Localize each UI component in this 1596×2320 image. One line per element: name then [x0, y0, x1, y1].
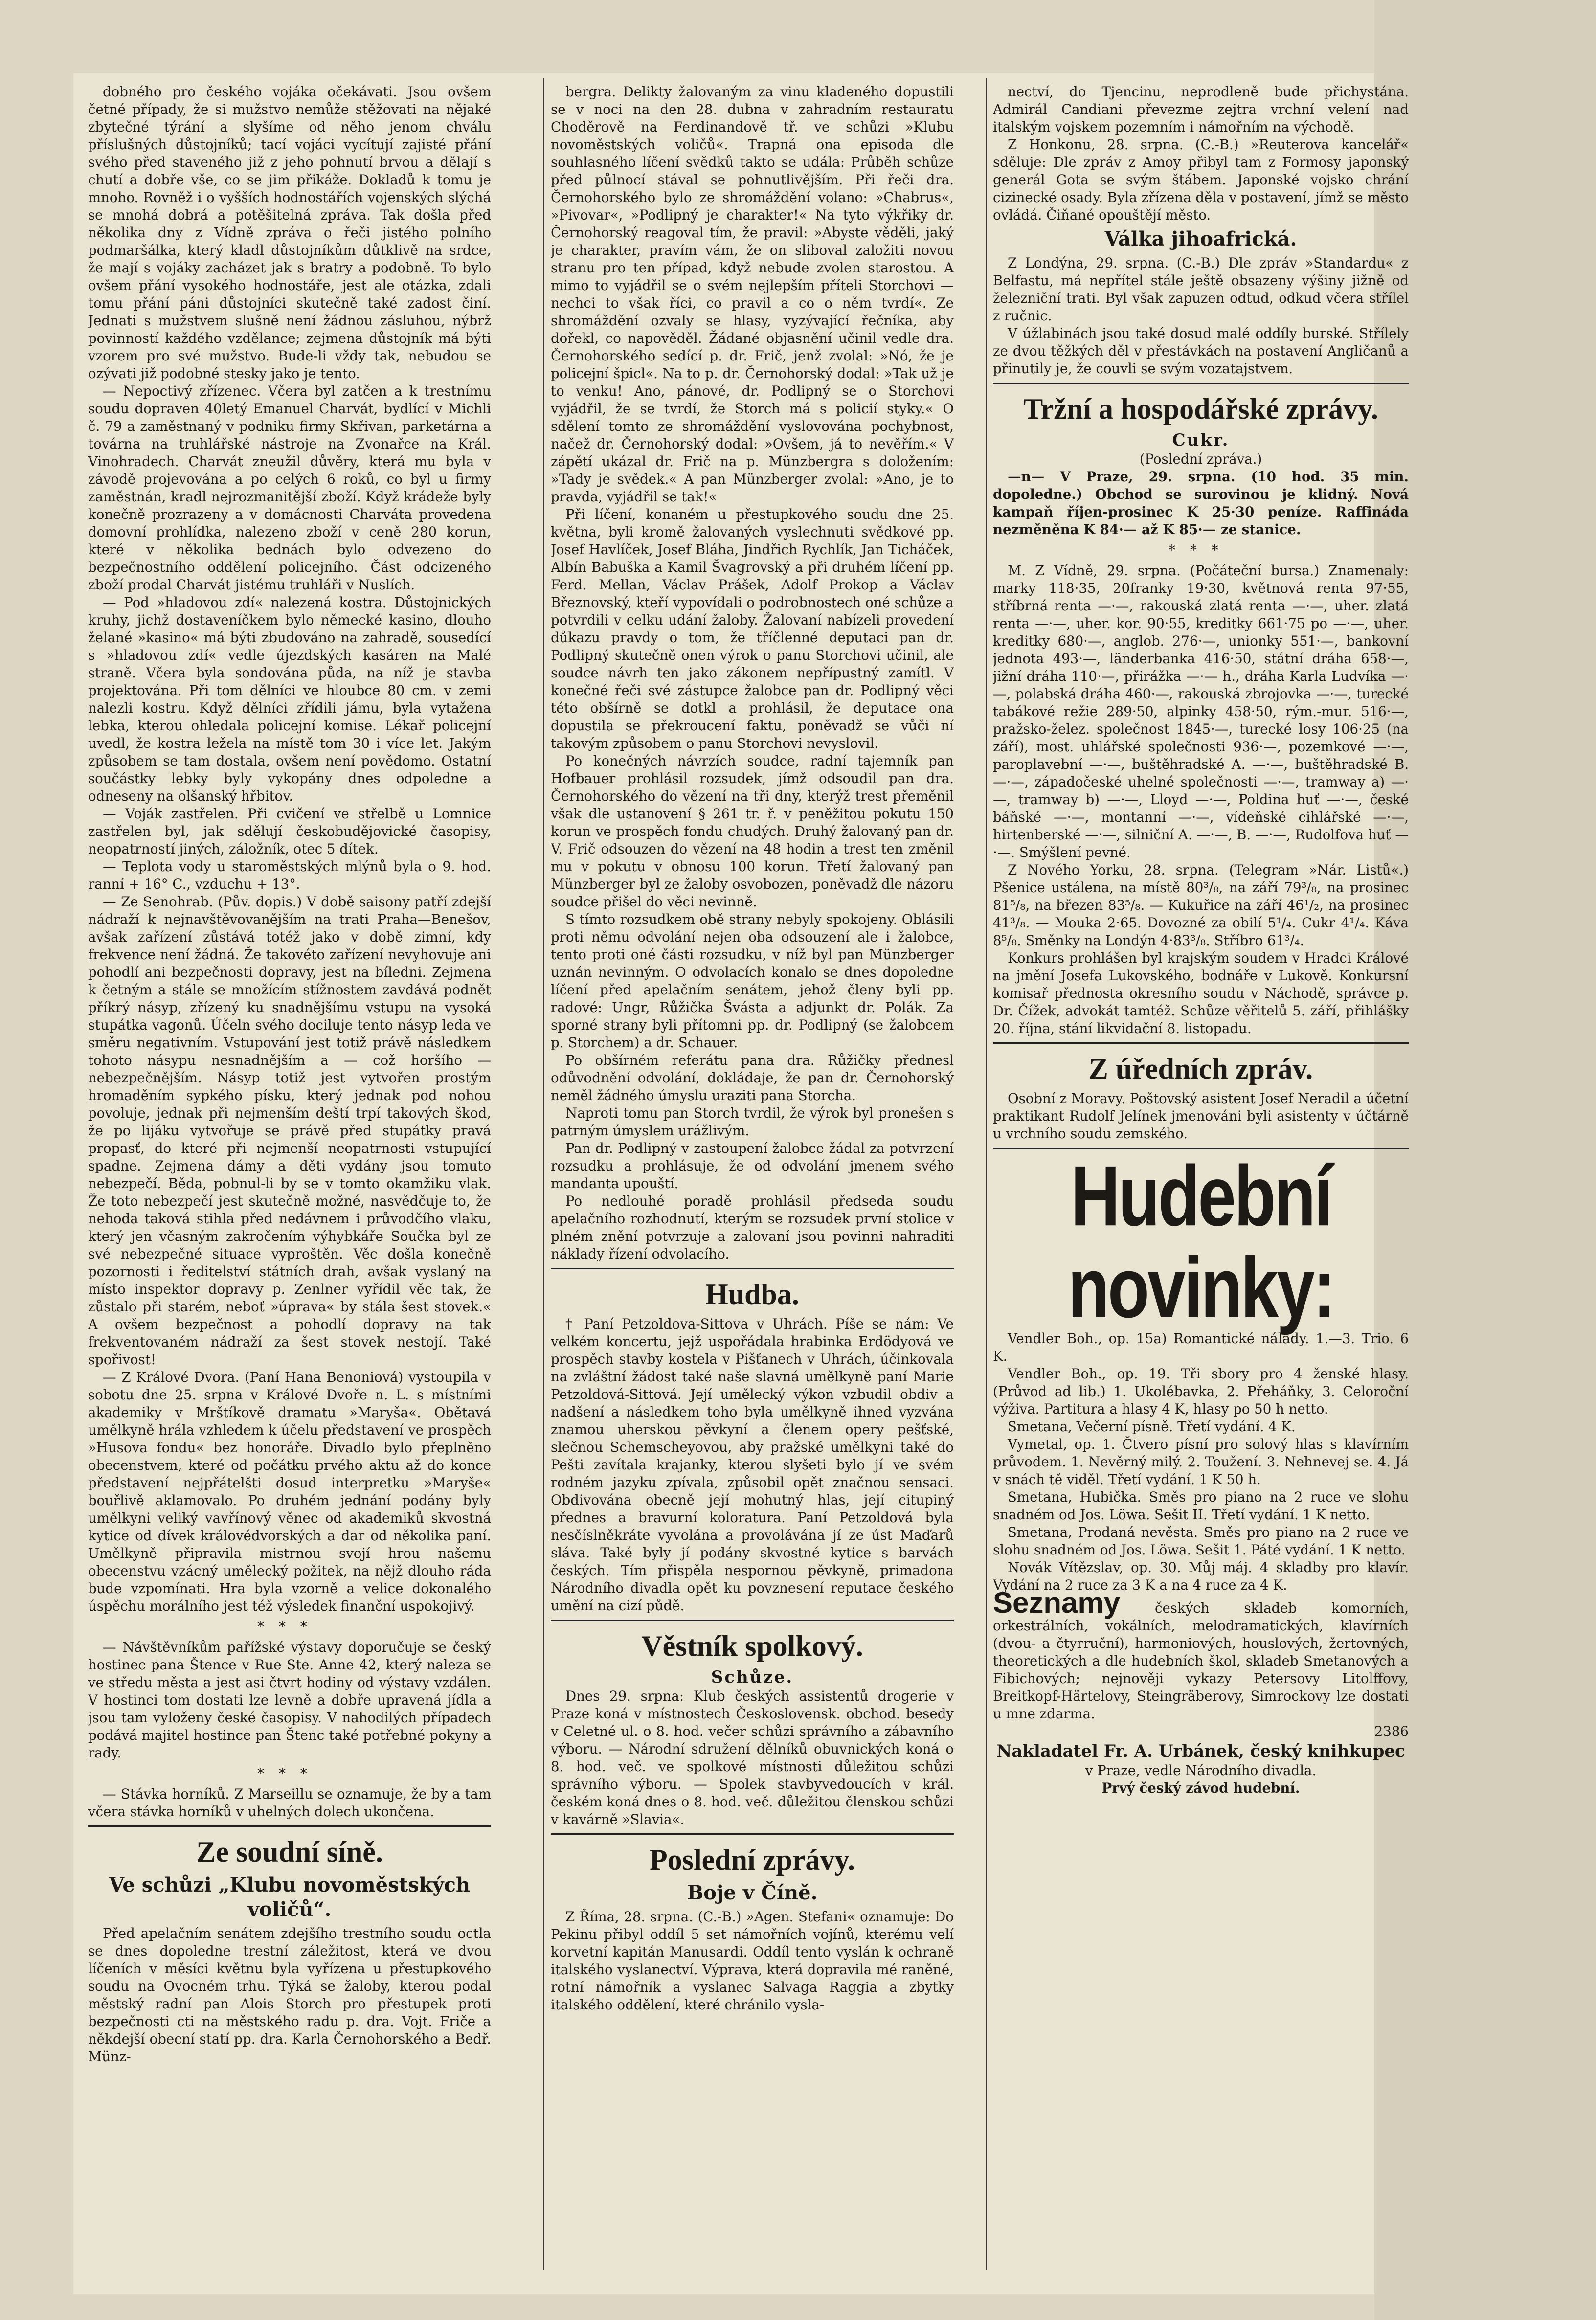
- subheading-meetings: Schůze.: [711, 1667, 794, 1687]
- article-moravia-personal: Osobní z Moravy. Poštovský asistent Josef Neradil a účetní praktikant Rudolf Jelínek jmenováni byli asistenty v účtárně u vrchního soudu zemského.: [993, 1090, 1409, 1142]
- article-london: Z Londýna, 29. srpna. (C.-B.) Dle zpráv »Standardu« z Belfastu, má nepřítel stále ještě obsazeny výšiny jižně od železniční trati. Byl však zapuzen odtud, odkud včera střílel z ručnic.: [993, 255, 1409, 324]
- article-kralove-dvur: — Z Králové Dvora. (Paní Hana Benoniová) vystoupila v sobotu dne 25. srpna v Králové Dvoře n. L. s místními akademiky v Mrštíkově dramatu »Maryša«. Obětavá umělkyně hrála vzhledem k účelu představení ve prospěch »Husova fondu« bez honoráře. Divadlo bylo přeplněno obecenstvem, které od počátku prvého aktu až do konce představení nejpřátelšti dosud interpretku »Maryše« bouřlivě aklamovalo. Po druhém jednání podány byly umělkyni veliký vavřínový věnec od akademiků skvostná kytice od dívek královédvorských a dar od několika paní. Umělkyně připravila mistrnou svojí hrou našemu obecenstvu vzácný umělecký požitek, na nějž dlouho ráda bude vzpomínati. Hra byla vzorně a velice dokonalého úspěchu morálního jest též výsledek finanční uspokojivý.: [88, 1369, 491, 1614]
- article-soldier-shot: — Voják zastřelen. Při cvičení ve střelbě u Lomnice zastřelen byl, jak sdělují českobudějovické časopisy, neopatrností jiných, záložník, otec 5 dítek.: [88, 806, 491, 857]
- article-vienna-bourse: M. Z Vídně, 29. srpna. (Počáteční bursa.) Znamenaly: marky 118·35, 20franky 19·30, květnová renta 97·55, stříbrná renta —·—, rakouská zlatá renta —·—, uher. zlatá renta —·—, uher. kor. 90·55, kreditky 661·75 po —·—, uher. kreditky 680·—, anglob. 276·—, unionky 551·—, bankovní jednota 493·—, länderbanka 416·50, státní dráha 658·—, jižní dráha 110·—, přirážka —·— h., dráha Karla Ludvíka —·—, polabská dráha 460·—, rakouská zbrojovka —·—, turecké tabákové režie 289·50, alpinky 458·50, rým.-mur. 516·—, pražsko-želez. společnost 1845·—, turecké losy 106·25 (na září), most. uhlářské společnosti 936·—, pozemkové —·—, paroplavební —·—, buštěhradské A. —·—, buštěhradské B. —·—, západočeské uhelné společnosti —·—, tramway a) —·—, tramway b) —·—, Lloyd —·—, Poldina huť —·—, české báňské —·—, montanní —·—, vídeňské cihlářské —·—, hirtenberské —·—, silniční A. —·—, B. —·—, Rudolfova huť —·—. Smýšlení pevné.: [993, 563, 1409, 860]
- article-court-verdict: Po konečných návrzích soudce, radní tajemník pan Hofbauer prohlásil rozsudek, jímž odsoudil pan dra. Černohorského do vězení na tři dny, kterýž trest přeměnil však dle ustanovení § 261 tr. ř. v peněžitou pokutu 150 korun ve prospěch fondu chudých. Druhý žalovaný pan dr. V. Frič odsouzen do vězení na 48 hodin a trest ten změnil mu v pokutu v obnosu 100 korun. Třetí žalovaný pan Münzberger byl ze žaloby osvobozen, poněvadž dle názoru soudce přišel do věci nevinně.: [551, 753, 954, 910]
- advert-number: 2386: [1374, 1723, 1409, 1739]
- advert-line: Smetana, Večerní písně. Třetí vydání. 4 K.: [1008, 1419, 1296, 1435]
- advert-line: Vymetal, op. 1. Čtvero písní pro solový hlas s klavírním průvodem. 1. Nevěrný milý. 2. Toužení. 3. Nehnevej se. 4. Já v snách tě viděl. Třetí vydání. 1 K 50 h.: [993, 1436, 1409, 1487]
- article-court-witnesses: Při líčení, konaném u přestupkového soudu dne 25. května, byli kromě žalovaných vyslechnuti svědkové pp. Josef Havlíček, Josef Bláha, Jindřich Rychlík, Jan Ticháček, Albín Babuška a Kamil Švagrovský a při druhém líčení pp. Ferd. Mellan, Václav Prášek, Adolf Prokop a Václav Březnovský, kteří vypovídali o podrobnostech oné schůze a potvrdili v celku udání žaloby. Žalovaní nabízeli provedení důkazu pravdy o tom, že tříčlenné deputaci pan dr. Podlipný skutečně onen výrok o panu Storchovi učinil, ale soudce návrh ten jako zákonem nepřípustný zamítl. V konečné řeči své zástupce žalobce pan dr. Podlipný věci této obšírně se dotkl a prohlásil, že deputace ona dopustila se překroucení faktu, poněvadž se vůči ní takovým způsobem o panu Storchovi nevyslovil.: [551, 506, 954, 751]
- section-heading-official: Z úředních zpráv.: [1088, 1053, 1313, 1085]
- advert-slogan: Prvý český závod hudební.: [1101, 1780, 1300, 1796]
- advert-line: Vendler Boh., op. 19. Tři sbory pro 4 ženské hlasy. (Průvod ad lib.) 1. Ukolébavka, 2. Přeháňky, 3. Celoroční výživa. Partitura a hlasy 4 K, hlasy po 50 h netto.: [993, 1366, 1409, 1417]
- advert-title: Hudební novinky:: [1068, 1148, 1334, 1336]
- article-senohraby: — Ze Senohrab. (Pův. dopis.) V době saisony patří zdejší nádraží k nejnavštěvovanějším na trati Praha—Benešov, avšak zařízení zůstává totéž jako v době zimní, kdy frekvence není žádná. Že takovéto zařízení nevyhovuje ani pohodlí ani bezpečnosti dopravy, jest na bíledni. Zejmena k četným a stále se množícím stížnostem zavdává podnět příkrý násyp, zřízený ku snadnějšímu vstupu na vysoká stupátka vagonů. Účeln svého dociluje tento násyp leda ve směru negativním. Vstupování jest totiž právě následkem tohoto násypu nesnadnějším a — což horšího — nebezpečnějším. Násyp totiž jest vytvořen prostým hromaděním sypkého písku, který jednak pod nohou povoluje, jednak při nejmenším deští trpí takových škod, že po lijáku vytvořuje se právě před stupátky pravá propasť, do které při nejmenší neopatrnosti vstupující spadne. Zejmena dámy a děti vydány jsou tomuto nebezpečí. Běda, pobnul-li by se v tomto okamžiku vlak. Že toto nebezpečí jest skutečně možné, nasvědčuje to, že nehoda taková stihla před nedávnem i průvodčího vlaku, který jen včasným zakročením výhybkáře Součka byl ze své nebezpečné situace vyproštěn. Věc došla konečně pozornosti i ředitelství státních drah, avšak vyslaný na místo inspektor dopravy p. Zenlner vyřídil věc tak, že zůstalo při starém, neboť »úprava« by stála šest stovek.« A ovšem bezpečnost a pohodlí dopravy na tak frekventovaném nádraží za šest stovek nestojí. Také spořivost!: [88, 894, 491, 1368]
- article-sugar-prague: —n— V Praze, 29. srpna. (10 hod. 35 min. dopoledne.) Obchod se surovinou je klidný. Nová kampaň říjen-prosinec K 25·30 peníze. Raffináda nezměněna K 84·— až K 85·— ze stanice.: [993, 469, 1409, 538]
- article-petzoldova: † Paní Petzoldova-Sittova v Uhrách. Píše se nám: Ve velkém koncertu, jejž uspořádala hrabinka Erdödyová ve prospěch stavby kostela v Pišťanech v Uhrách, účinkovala na zvláštní žádost také naše slavná umělkyně paní Marie Petzoldová-Sittová. Její umělecký výkon vzbudil obdiv a nadšení a následkem toho byla umělkyně ihned vyzvána znamou uherskou pěvkyní a členem opery pešťské, slečnou Schemscheyovou, aby pražské umělkyni také do Pešti zavítala krajanky, kterou slyšeti bylo jí ve svém rodném jazyku zpívala, způsobil opět značnou sensaci. Obdivována obecně její mohutný hlas, její citupiný přednes a bravurní koloratura. Paní Petzoldová byla nesčíslněkráte vyvolána a provolávána jí ze úst Maďarů sláva. Také byly jí podány skvostné kytice s barvách českých. Tím přispěla nespornou pěvkyně, primadona Národního divadla opět ku povznesení reputace českého umění na cizí půdě.: [551, 1316, 954, 1614]
- divider: [551, 1620, 954, 1621]
- article-miners-strike: — Stávka horníků. Z Marseillu se oznamuje, že by a tam včera stávka horníků v uhelných dolech ukončena.: [88, 1786, 491, 1820]
- section-heading-associations: Věstník spolkový.: [641, 1630, 863, 1662]
- article-skeleton: — Pod »hladovou zdí« nalezená kostra. Důstojnických kruhy, jichž dostaveníčkem bylo německé kasino, dlouho želané »kasino« má býti zbudováno na zahradě, sousedící s »hladovou zdí« vedle újezdských kasáren na Malé straně. Včera byla sondována půda, na níž je stavba projektována. Při tom dělníci ve hloubce 80 cm. v zemi nalezli kostru. Když dělníci zřídili jámu, byla vytažena lebka, kterou ohledala policejní komise. Lékař policejní uvedl, že kostra ležela na místě tom 30 i více let. Jakým způsobem se tam dostala, ovšem není povědomo. Ostatní součástky lebky byly vykopány dnes odpoledne a odneseny na olšanský hřbitov.: [88, 594, 491, 804]
- advert-line: Smetana, Prodaná nevěsta. Směs pro piano na 2 ruce ve slohu snadném od Jos. Löwa. Sešit 1. Páté vydání. 1 K netto.: [993, 1524, 1409, 1558]
- column-1: [88, 83, 491, 2284]
- subheading-boer-war: Válka jihoafrická.: [1104, 227, 1297, 250]
- article-court-storch: Naproti tomu pan Storch tvrdil, že výrok byl pronešen s patrným úmyslem urážlivým.: [551, 1105, 954, 1139]
- article-boers: V úžlabinách jsou také dosud malé oddíly burské. Střílely ze dvou těžkých děl v přestávkách na postavení Angličanů a přinutily je, že couvli se svým vozatajstvem.: [993, 325, 1409, 377]
- sugar-note: (Poslední zpráva.): [1139, 451, 1262, 467]
- separator-stars: ***: [1169, 542, 1233, 558]
- article-heading-club: Ve schůzi „Klubu novoměstských voličů“.: [109, 1873, 470, 1921]
- separator-stars: ***: [257, 1765, 322, 1781]
- column-3: [993, 83, 1409, 2284]
- article-court-cont: bergra. Delikty žalovaným za vinu kladeného dopustili se v noci na den 28. dubna v zahradním restauratu Choděrově na Ferdinandově tř. ve schůzi »Klubu novoměstských voličů«. Trapná ona episoda dle souhlasného líčení svědků takto se udála: Průběh schůze před půlnocí stával se pohnutlivějším. Při řeči dra. Černohorského bylo ze shromáždění volano: »Chabrus«, »Pivovar«, »Podlipný je charakter!« Na tyto výkřiky dr. Černohorský reagoval tím, že pravil: »Abyste věděli, jaký je charakter, pravím vám, že on sliboval založiti novou stranu pro ten případ, když nebude zvolen starostou. A mimo to vyjádřil se o svém nejlepším příteli Storchovi — nechci to však říci, co pravil a co o něm tvrdí«. Ze shromáždění ozvaly se hlasy, vyzývající řečníka, aby dořekl, co napověděl. Žádané objasnění učinil vedle dra. Černohorského sedící p. dr. Frič, jenž zvolal: »Nó, že je policejní špicl«. Na to p. dr. Černohorský dodal: »Tak už je to venku! Ano, pánové, dr. Podlipný se o Storchovi vyjádřil, že se tvrdí, že Storch má s policií styky.« O sdělení tomto ze shromáždění vyslovována pochybnost, načež dr. Černohorský dodal: »Ovšem, já to nevěřím.« V zápětí ukázal dr. Frič na p. Münzbergra s doložením: »Tady je svědek.« A pan Münzberger zvolal: »Ano, je to pravda, vyjádřil se tak!«: [551, 84, 954, 505]
- article-meetings: Dnes 29. srpna: Klub českých assistentů drogerie v Praze koná v místnostech Československ. obchod. besedy v Celetné ul. o 8. hod. večer schůzi správního a zábavního výboru. — Národní sdružení dělníků obuvnických koná o 8. hod. več. ve spolkové místnosti důležitou schůzi správního výboru. — Spolek stavbyvedoucích v král. českém koná dnes o 8. hod. več. důležitou členskou schůzi v kavárně »Slavia«.: [551, 1688, 954, 1827]
- subheading-china: Boje v Číně.: [687, 1881, 818, 1904]
- section-heading-music: Hudba.: [705, 1278, 799, 1310]
- advert-seznamy-text: českých skladeb komorních, orkestrálních, vokálních, melodramatických, klavírních (dvou- a čtyrruční), harmoniových, houslových, žertovných, theoretických a dle hudebních škol, skladeb Smetanových a Fibichových; nejnověji vykazy Petersovy Litolffovy, Breitkopf-Härtelovy, Steingräberovy, Simrockovy lze dostati u mne zdarma.: [993, 1600, 1409, 1722]
- article-rome: Z Říma, 28. srpna. (C.-B.) »Agen. Stefani« oznamuje: Do Pekinu přibyl oddíl 5 set námořních vojínů, kterému velí korvetní kapitán Manusardi. Oddíl tento vyslán k ochraně italského vyslanectví. Výprava, která dopravila mé raněné, rotní námořník a vyslanec Salvaga Raggia a zbytky italského oddělení, které chránilo vysla-: [551, 1909, 954, 2013]
- subheading-sugar: Cukr.: [1172, 430, 1230, 450]
- article-court-appeal: S tímto rozsudkem obě strany nebyly spokojeny. Oblásili proti němu odvolání nejen oba odsouzení ale i žalobce, tento proti oné části rozsudku, v níž byl pan Münzberger uznán nevinným. O odvolacích konalo se dnes dopoledne líčení před apelačním senátem, jehož členy byli pp. radové: Ungr, Růžička Švásta a adjunkt dr. Polák. Za sporné strany byli přítomni pp. dr. Podlipný (se žalobcem p. Storchem) a dr. Schauer.: [551, 911, 954, 1051]
- divider: [551, 1833, 954, 1835]
- article-court-decision: Po nedlouhé poradě prohlásil předseda soudu apelačního rozhodnutí, kterým se rozsudek první stolice v plném znění potvrzuje a zalovaní jsou povinni nahraditi náklady řízení odvolacího.: [551, 1193, 954, 1262]
- advert-catalogues: [993, 1586, 1409, 1723]
- article-court-podlipny: Pan dr. Podlipný v zastoupení žalobce žádal za potvrzení rozsudku a prohlásuje, že od odvolání jmenem svého mandanta upouští.: [551, 1140, 954, 1192]
- divider: [993, 1042, 1409, 1044]
- advert-line: Vendler Boh., op. 15a) Romantické nálady. 1.—3. Trio. 6 K.: [993, 1330, 1409, 1364]
- column-rule-1: [543, 78, 544, 2270]
- article-dishonest-employee: — Nepoctivý zřízenec. Včera byl zatčen a k trestnímu soudu dopraven 40letý Emanuel Charvát, bydlící v Michli č. 79 a zaměstnaný v podniku firmy Skřivan, parketárna a továrna na truhlářské nástroje na Zvonařce na Král. Vinohradech. Charvát zneužil důvěry, která mu byla v závodě projevována a po celých 6 roků, co byl u firmy zaměstnán, kradl nejrozmanitější zboží. Když krádeže byly konečně prozrazeny a v domácnosti Charváta provedena domovní prohlídka, nalezeno zboží v ceně 280 korun, které v několika bednách bylo odvezeno do bezpečnostního oddělení policejního. Část odcizeného zboží prodal Charvát jistému truhláři v Nuslích.: [88, 383, 491, 593]
- section-heading-market: Tržní a hospodářské zprávy.: [1023, 393, 1378, 425]
- advert-seznamy: Seznamy: [993, 1586, 1121, 1619]
- advert-address: v Praze, vedle Národního divadla.: [1085, 1762, 1317, 1779]
- article-hongkong: Z Honkonu, 28. srpna. (C.-B.) »Reuterova kancelář« sděluje: Dle zpráv z Amoy přibyl tam z Formosy japonský generál Gota se svým štábem. Japonské vojsko chrání cizinecké osady. Byla zřízena děla v postavení, jímž se město ovládá. Čiňané opouštějí město.: [993, 136, 1409, 223]
- article-new-york: Z Nového Yorku, 28. srpna. (Telegram »Nár. Listů«.) Pšenice ustálena, na místě 80³/₈, na září 79³/₈, na prosinec 81⁵/₈, na březen 83⁵/₈. — Kukuřice na září 46¹/₂, na prosinec 41³/₈. — Mouka 2·65. Dovozné za obilí 5¹/₄. Cukr 4¹/₄. Káva 8⁵/₈. Směnky na Londýn 4·83³/₈. Stříbro 61³/₄.: [993, 862, 1409, 948]
- article-water-temperature: — Teplota vody u staroměstských mlýnů byla o 9. hod. ranní + 16° C., vzduchu + 13°.: [88, 858, 491, 892]
- advert-line: Novák Vítězslav, op. 30. Můj máj. 4 skladby pro klavír. Vydání na 2 ruce za 3 K a na 4 ruce za 4 K.: [993, 1559, 1409, 1593]
- article-konkurs: Konkurs prohlášen byl krajským soudem v Hradci Králové na jmění Josefa Lukovského, bodnáře v Lukově. Konkursní komisař přednosta okresního soudu v Náchodě, správce p. Dr. Čížek, advokát tamtéž. Schůze věřitelů 5. září, přihlášky 20. října, stání likvidační 8. listopadu.: [993, 950, 1409, 1036]
- section-heading-latest-news: Poslední zprávy.: [649, 1844, 855, 1876]
- advert-line: Smetana, Hubička. Směs pro piano na 2 ruce ve slohu snadném od Jos. Löwa. Sešit II. Třetí vydání. 1 K netto.: [993, 1489, 1409, 1523]
- divider: [993, 383, 1409, 384]
- column-rule-2: [986, 78, 987, 2270]
- column-2: [551, 83, 954, 2284]
- article-tiencin: nectví, do Tjencinu, neprodleně bude přichystána. Admirál Candiani převezme zejtra vrchní velení nad italským vojskem pozemním i námořním na východě.: [993, 84, 1409, 135]
- article-court: Před apelačním senátem zdejšího trestního soudu octla se dnes dopoledne trestní záležitost, která ve dvou líčeních v měsíci květnu byla vyřízena u přestupkového soudu na Ovocném trhu. Týká se žaloby, kterou podal městský radní pan Alois Storch pro přestupek proti bezpečnosti cti na městského radu p. dra. Vojt. Friče a někdejší obecní statí pp. dra. Karla Černohorského a Bedř. Münz-: [88, 1925, 491, 2065]
- advert-publisher: Nakladatel Fr. A. Urbánek, český knihkupec: [996, 1741, 1405, 1761]
- separator-stars: ***: [257, 1619, 322, 1635]
- divider: [551, 1268, 954, 1269]
- divider: [88, 1825, 491, 1827]
- article-paris-exhibition: — Návštěvníkům pařížské výstavy doporučuje se český hostinec pana Štence v Rue Ste. Anne 42, který naleza se ve středu města a jest asi čtvrt hodiny od výstavy vzdálen. V hostinci tom dostati lze levně a dobře upravená jídla a jsou tam vyloženy české časopisy. V nahodilých případech podává majitel hostince pan Štenc také potřebné pokyny a rady.: [88, 1639, 491, 1761]
- article-soldiers: dobného pro českého vojáka očekávati. Jsou ovšem četné případy, že si mužstvo nemůže stěžovati na nějaké zbytečné týrání a slyšíme od něho jenom chválu příslušných důstojníků; tací vojáci vycítují zajisté přání svého před staveného již z jeho pohnutí brvou a dělají s chutí a dobře vše, co se jim přikáže. Dokladů k tomu je mnoho. Rovněž i o vyšších hodnostářích vojenských slýchá se mnohá dobrá a potěšitelná zpráva. Tak došla před několika dny z Vídně zpráva o řeči jistého polního podmaršálka, který kladl důstojníkům důtklivě na srdce, že mají s vojáky zacházet jak s bratry a podobně. To bylo ovšem přání vysokého hodnostáře, jest ale otázka, zdali tomu přání páni důstojníci skutečně také zadost činí. Jednati s mužstvem slušně není žádnou zásluhou, nýbrž povinností každého vzdělance; zejmena důstojník má býti vzorem pro své mužstvo. Bude-li vždy tak, nebudou se ozývati již podobné stesky jako je tento.: [88, 84, 491, 382]
- article-court-referat: Po obšírném referátu pana dra. Růžičky přednesl odůvodnění odvolání, dokládaje, že pan dr. Černohorský neměl žádného úmyslu uraziti pana Storcha.: [551, 1052, 954, 1104]
- section-heading-court: Ze soudní síně.: [196, 1836, 383, 1868]
